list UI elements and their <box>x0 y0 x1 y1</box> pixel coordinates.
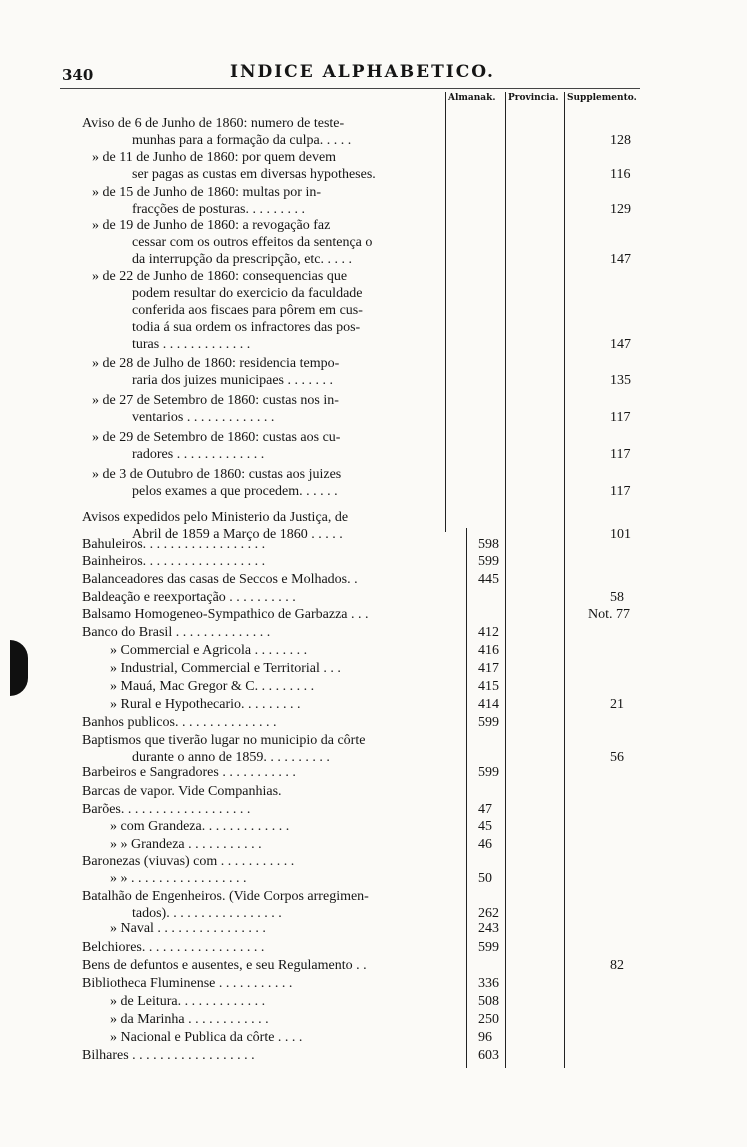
entry-line: ventarios . . . . . . . . . . . . . <box>132 410 275 425</box>
entry-almanak-value: 414 <box>478 697 499 712</box>
entry-almanak-value: 45 <box>478 819 492 834</box>
entry-line: cessar com os outros effeitos da sentença o <box>132 235 373 250</box>
entry-line: » de 3 de Outubro de 1860: custas aos juizes <box>92 467 342 482</box>
entry-almanak-value: 598 <box>478 537 499 552</box>
entry-almanak-value: 262 <box>478 906 499 921</box>
entry-line: Abril de 1859 a Março de 1860 . . . . . <box>132 527 343 542</box>
entry-line: » Naval . . . . . . . . . . . . . . . . <box>110 921 266 936</box>
ink-blot <box>10 640 28 696</box>
entry-line: » » Grandeza . . . . . . . . . . . <box>110 837 262 852</box>
entry-almanak-value: 47 <box>478 802 492 817</box>
entry-line: » Nacional e Publica da côrte . . . . <box>110 1030 303 1045</box>
entry-line: » de 29 de Setembro de 1860: custas aos cu- <box>92 430 341 445</box>
entry-line: Banco do Brasil . . . . . . . . . . . . . . <box>82 625 271 640</box>
entry-line: » de 22 de Junho de 1860: consequencias que <box>92 269 348 284</box>
entry-line: conferida aos fiscaes para pôrem em cus- <box>132 303 363 318</box>
entry-line: » de 19 de Junho de 1860: a revogação faz <box>92 218 331 233</box>
entry-almanak-value: 417 <box>478 661 499 676</box>
entry-line: Balsamo Homogeneo-Sympathico de Garbazza . . . <box>82 607 369 622</box>
entry-almanak-value: 599 <box>478 940 499 955</box>
entry-almanak-value: 445 <box>478 572 499 587</box>
entry-supplemento-value: 128 <box>610 133 631 148</box>
entry-line: Baptismos que tiverão lugar no municipio da côrte <box>82 733 366 748</box>
entry-line: raria dos juizes municipaes . . . . . . . <box>132 373 334 388</box>
entry-almanak-value: 416 <box>478 643 499 658</box>
entry-supplemento-value: Not. 77 <box>588 607 630 622</box>
entry-almanak-value: 50 <box>478 871 492 886</box>
entry-line: da interrupção da prescripção, etc. . . . . <box>132 252 353 267</box>
entry-almanak-value: 46 <box>478 837 492 852</box>
entry-line: Belchiores. . . . . . . . . . . . . . . . . . <box>82 940 265 955</box>
entry-line: Bilhares . . . . . . . . . . . . . . . . . . <box>82 1048 255 1063</box>
entry-line: munhas para a formação da culpa. . . . . <box>132 133 352 148</box>
entry-line: Bens de defuntos e ausentes, e seu Regulamento . . <box>82 958 367 973</box>
entry-line: radores . . . . . . . . . . . . . <box>132 447 265 462</box>
entry-supplemento-value: 129 <box>610 202 631 217</box>
entry-supplemento-value: 82 <box>610 958 624 973</box>
entry-supplemento-value: 135 <box>610 373 631 388</box>
entry-almanak-value: 415 <box>478 679 499 694</box>
entry-almanak-value: 508 <box>478 994 499 1009</box>
entry-line: Avisos expedidos pelo Ministerio da Justiça, de <box>82 510 349 525</box>
entry-almanak-value: 250 <box>478 1012 499 1027</box>
entry-supplemento-value: 117 <box>610 484 631 499</box>
entry-almanak-value: 243 <box>478 921 499 936</box>
entry-line: » Commercial e Agricola . . . . . . . . <box>110 643 308 658</box>
entry-almanak-value: 412 <box>478 625 499 640</box>
entry-line: podem resultar do exercicio da faculdade <box>132 286 363 301</box>
entry-line: » de 27 de Setembro de 1860: custas nos in- <box>92 393 339 408</box>
entry-line: Barões. . . . . . . . . . . . . . . . . . . <box>82 802 251 817</box>
entry-supplemento-value: 117 <box>610 410 631 425</box>
entry-line: Aviso de 6 de Junho de 1860: numero de teste- <box>82 116 345 131</box>
header-rule <box>60 88 640 89</box>
entry-supplemento-value: 101 <box>610 527 631 542</box>
entry-line: Balanceadores das casas de Seccos e Molhados. . <box>82 572 358 587</box>
entry-line: Bibliotheca Fluminense . . . . . . . . . . . <box>82 976 293 991</box>
column-rule-1 <box>445 92 446 532</box>
entry-almanak-value: 603 <box>478 1048 499 1063</box>
entry-line: Barcas de vapor. Vide Companhias. <box>82 784 282 799</box>
column-rule-2 <box>505 92 506 1068</box>
entry-line: ser pagas as custas em diversas hypotheses. <box>132 167 376 182</box>
entry-supplemento-value: 58 <box>610 590 624 605</box>
entry-line: todia á sua ordem os infractores das pos- <box>132 320 361 335</box>
entry-line: » de 11 de Junho de 1860: por quem devem <box>92 150 337 165</box>
entry-line: » Industrial, Commercial e Territorial . . . <box>110 661 341 676</box>
entry-line: pelos exames a que procedem. . . . . . <box>132 484 338 499</box>
column-header-almanak: Almanak. <box>448 93 496 103</box>
entry-line: » da Marinha . . . . . . . . . . . . <box>110 1012 269 1027</box>
entry-supplemento-value: 147 <box>610 252 631 267</box>
entry-line: Batalhão de Engenheiros. (Vide Corpos arregimen- <box>82 889 369 904</box>
entry-line: tados). . . . . . . . . . . . . . . . . <box>132 906 282 921</box>
entry-almanak-value: 336 <box>478 976 499 991</box>
entry-line: durante o anno de 1859. . . . . . . . . . <box>132 750 330 765</box>
entry-almanak-value: 599 <box>478 715 499 730</box>
entry-supplemento-value: 116 <box>610 167 631 182</box>
column-rule-3 <box>564 92 565 1068</box>
entry-line: » de 15 de Junho de 1860: multas por in- <box>92 185 322 200</box>
entry-almanak-value: 599 <box>478 765 499 780</box>
entry-line: Bahuleiros. . . . . . . . . . . . . . . . . . <box>82 537 266 552</box>
entry-line: » » . . . . . . . . . . . . . . . . . <box>110 871 247 886</box>
entry-line: fracções de posturas. . . . . . . . . <box>132 202 306 217</box>
entry-almanak-value: 96 <box>478 1030 492 1045</box>
entry-supplemento-value: 117 <box>610 447 631 462</box>
entry-line: » de 28 de Julho de 1860: residencia tempo- <box>92 356 340 371</box>
column-header-supplemento: Supplemento. <box>567 93 637 103</box>
entry-line: turas . . . . . . . . . . . . . <box>132 337 251 352</box>
entry-line: Baronezas (viuvas) com . . . . . . . . . . . <box>82 854 295 869</box>
entry-line: Baldeação e reexportação . . . . . . . . . . <box>82 590 296 605</box>
entry-line: Barbeiros e Sangradores . . . . . . . . . . . <box>82 765 296 780</box>
page-number: 340 <box>62 66 94 84</box>
entry-almanak-value: 599 <box>478 554 499 569</box>
entry-supplemento-value: 56 <box>610 750 624 765</box>
column-rule-1b <box>466 528 467 1068</box>
entry-supplemento-value: 147 <box>610 337 631 352</box>
entry-line: » Mauá, Mac Gregor & C. . . . . . . . . <box>110 679 315 694</box>
entry-line: » Rural e Hypothecario. . . . . . . . . <box>110 697 301 712</box>
entry-line: Banhos publicos. . . . . . . . . . . . . . . <box>82 715 277 730</box>
entry-line: » de Leitura. . . . . . . . . . . . . <box>110 994 266 1009</box>
entry-line: Bainheiros. . . . . . . . . . . . . . . . . . <box>82 554 266 569</box>
column-header-provincia: Provincia. <box>508 93 559 103</box>
entry-supplemento-value: 21 <box>610 697 624 712</box>
page-title: INDICE ALPHABETICO. <box>230 62 495 82</box>
entry-line: » com Grandeza. . . . . . . . . . . . . <box>110 819 290 834</box>
